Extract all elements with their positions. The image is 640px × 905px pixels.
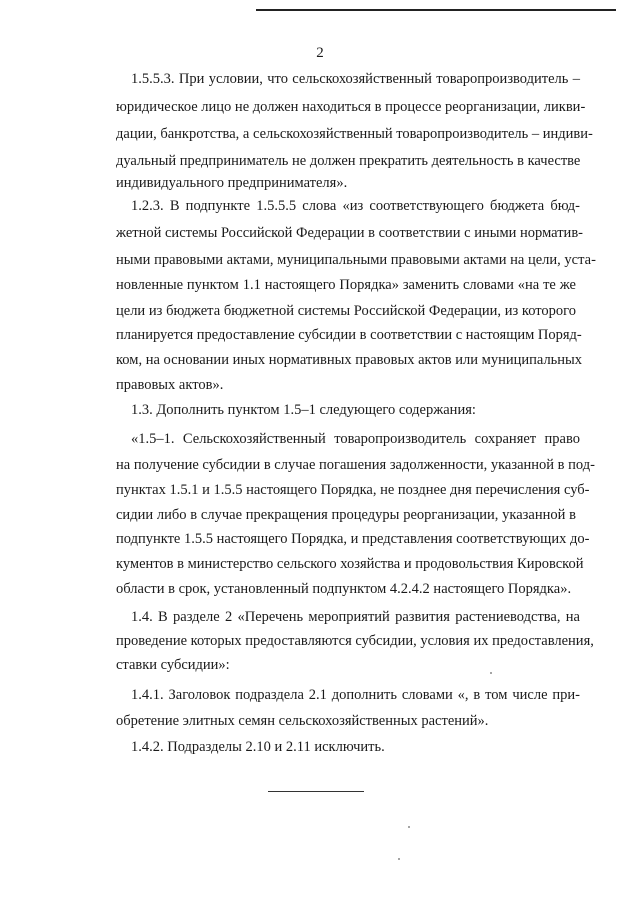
text-line: ными правовыми актами, муниципальными правовыми актами на цели, уста-	[116, 252, 596, 268]
text-line: новленные пунктом 1.1 настоящего Порядка» заменить словами «на те же	[116, 277, 576, 293]
text-line: 1.4.1. Заголовок подраздела 2.1 дополнить словами «, в том числе при-	[131, 687, 580, 703]
text-line: 1.4.2. Подразделы 2.10 и 2.11 исключить.	[131, 739, 385, 755]
text-line: цели из бюджета бюджетной системы Российской Федерации, из которого	[116, 303, 576, 319]
page-number: 2	[316, 45, 324, 61]
text-line: подпункте 1.5.5 настоящего Порядка, и представления соответствующих до-	[116, 531, 590, 547]
text-line: 1.5.5.3. При условии, что сельскохозяйственный товаропроизводитель –	[131, 71, 580, 87]
text-line: 1.3. Дополнить пунктом 1.5–1 следующего содержания:	[131, 402, 476, 418]
top-rule	[256, 9, 616, 11]
scan-speck	[398, 858, 400, 860]
text-line: «1.5–1. Сельскохозяйственный товаропроизводитель сохраняет право	[131, 431, 580, 447]
text-line: 1.4. В разделе 2 «Перечень мероприятий развития растениеводства, на	[131, 609, 580, 625]
text-line: кументов в министерство сельского хозяйства и продовольствия Кировской	[116, 556, 584, 572]
scan-speck	[408, 826, 410, 828]
text-line: ком, на основании иных нормативных правовых актов или муниципальных	[116, 352, 583, 368]
closing-rule	[268, 791, 364, 792]
text-line: планируется предоставление субсидии в соответствии с настоящим Поряд-	[116, 327, 582, 343]
text-line: области в срок, установленный подпунктом 4.2.4.2 настоящего Порядка».	[116, 581, 572, 597]
text-line: на получение субсидии в случае погашения задолженности, указанной в под-	[116, 457, 595, 473]
text-line: пунктах 1.5.1 и 1.5.5 настоящего Порядка, не позднее дня перечисления суб-	[116, 482, 590, 498]
text-line: ставки субсидии»:	[116, 657, 230, 673]
text-line: правовых актов».	[116, 377, 224, 393]
text-line: юридическое лицо не должен находиться в процессе реорганизации, ликви-	[116, 99, 586, 115]
text-line: 1.2.3. В подпункте 1.5.5.5 слова «из соответствующего бюджета бюд-	[131, 198, 580, 214]
text-line: сидии либо в случае прекращения процедуры реорганизации, указанной в	[116, 507, 576, 523]
text-line: дации, банкротства, а сельскохозяйственный товаропроизводитель – индиви-	[116, 126, 593, 142]
text-line: проведение которых предоставляются субсидии, условия их предоставления,	[116, 633, 594, 649]
text-line: жетной системы Российской Федерации в соответствии с иными норматив-	[116, 225, 583, 241]
text-line: обретение элитных семян сельскохозяйственных растений».	[116, 713, 489, 729]
text-line: индивидуального предпринимателя».	[116, 175, 348, 191]
text-line: дуальный предприниматель не должен прекратить деятельность в качестве	[116, 153, 581, 169]
scan-speck	[490, 672, 492, 674]
